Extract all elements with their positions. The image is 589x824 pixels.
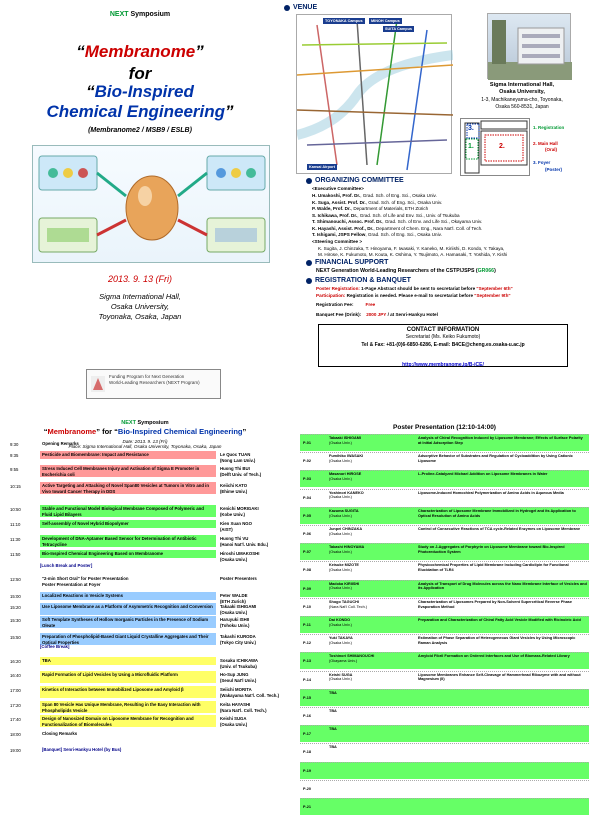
venue-address — [455, 97, 589, 111]
program-time: 16:20 — [10, 659, 21, 664]
poster-author-name: Kazuma SUGITA — [329, 508, 359, 513]
poster-id: P-07 — [303, 550, 312, 555]
program-time: 17:20 — [10, 703, 21, 708]
poster-author-affiliation: (Osaka Univ.) — [329, 458, 352, 463]
poster-author-name: Masanori HIROSE — [329, 472, 362, 477]
program-talk-title: Pesticide and Biomembrane: Impact and Resistance — [40, 451, 216, 459]
poster-author-name: TBA — [329, 727, 337, 732]
poster-title: Control of Consecutive Reactions of TCA cycle-Related Enzymes on Liposome Membrane — [418, 527, 581, 531]
poster-author — [327, 636, 414, 651]
program-speaker: Peter WALDE (ETH Zurich) — [220, 593, 248, 604]
poster-author — [327, 545, 414, 560]
poster-author — [327, 709, 414, 724]
poster-author — [327, 764, 414, 779]
program-talk-title: Span 80 Vesicle Has Unique Membrane, Resulting in the Easy Interaction with Phospholipids Vesicle — [40, 701, 216, 713]
program-speaker: Keiichi KATO (Ehime Univ.) — [220, 483, 248, 494]
title-word-bio: Bio-Inspired — [94, 82, 194, 101]
program-title: “Membranome” for “Bio-Inspired Chemical Engineering” — [43, 427, 247, 436]
program-talk-title: Closing Remarks — [42, 731, 78, 736]
program-speaker: Hiroshi UMAKOSHI (Osaka Univ.) — [220, 551, 260, 562]
poster-author — [327, 472, 414, 487]
poster-author-name: Dai KONDO — [329, 618, 351, 622]
poster-title — [416, 691, 587, 706]
poster-author-affiliation: (Okayama Univ.) — [329, 659, 358, 664]
exec-member-1: H. Umakoshi, Prof. Dr., Grad. Sch. of Eng. Sci., Osaka Univ. — [312, 193, 437, 198]
registration-heading-text: REGISTRATION & BANQUET — [315, 277, 411, 284]
exec-member-3: P. Walde, Prof. Dr., Department of Materials, ETH Zürich — [312, 206, 429, 211]
room-foyer-sub: (Poster) — [545, 167, 563, 172]
program-talk-title: Stress Induced Cell Membranes Injury and Activation of Sigma E Promoter in Escherichia coli — [40, 465, 216, 477]
program-talk-title: "2-min Short Oral" for Poster Presentation Poster Presentation at Foyer — [42, 576, 129, 587]
program-time: 11:10 — [10, 522, 21, 527]
poster-row — [300, 598, 589, 615]
program-time: 10:15 — [10, 484, 21, 489]
program-speaker: Kenichi MORIGAKI (Kobe Univ.) — [220, 506, 259, 517]
program-speaker: Haruyuki ISHII (Tohoku Univ.) — [220, 617, 250, 628]
poster-author-affiliation: (Osaka Univ.) — [329, 549, 352, 554]
symposium-word: Symposium — [130, 11, 171, 18]
program-speaker: Le Quoc TUAN (Nong Lam Univ.) — [220, 452, 256, 463]
program-speaker: Kien Xuan NGO (AIST) — [220, 521, 252, 532]
program-time: 18:00 — [10, 732, 21, 737]
venue-address-2: Osaka 560-8531, Japan — [495, 104, 549, 110]
poster-id: P-19 — [303, 768, 312, 773]
symposium-label — [0, 11, 280, 18]
program-talk-title: Preparation of Phospholipid-Based Giant Liquid Crystalline Aggregates and Their Optical Properties — [40, 633, 216, 645]
poster-author — [327, 582, 414, 597]
financial-text: NEXT Generation World-Leading Researchers of the CSTP/JSPS (GR066) — [316, 268, 496, 274]
poster-author-name: TBA — [329, 745, 337, 750]
program-talk-title: Bio-Inspired Chemical Engineering Based on Membranome — [40, 550, 216, 558]
bullet-icon — [306, 260, 312, 266]
exec-label: <Executive Committee> — [312, 186, 364, 191]
poster-row — [300, 707, 589, 724]
program-time: 12:50 — [10, 577, 21, 582]
venue-line-3: Toyonaka, Osaka, Japan — [98, 312, 182, 321]
program-time: 9:35 — [10, 453, 19, 458]
poster-row — [300, 470, 589, 487]
room-main-hall-sub: (Oral) — [545, 147, 558, 152]
map-label-airport: Kansai Airport — [309, 165, 336, 169]
program-place: Place: Sigma International Hall, Osaka University, Toyonaka, Osaka, Japan — [68, 444, 222, 449]
poster-author-name: Keisuke MIZOTE — [329, 563, 359, 568]
venue-heading — [284, 4, 317, 11]
program-time: 19:00 — [10, 748, 21, 753]
program-talk-title: Localized Reactions in Vesicle Systems — [40, 592, 216, 600]
poster-author-name: TBA — [329, 690, 337, 695]
venue-name-1: Sigma International Hall, — [489, 82, 555, 88]
poster-author-name: Yuki TAKAYA — [329, 636, 353, 641]
route-map-graphic — [297, 15, 453, 175]
poster-title — [416, 709, 587, 724]
map-label-suita: SUITA Campus — [385, 27, 413, 31]
contact-secretariat: Secretariat (Ms. Keiko Fukumoto) — [405, 334, 481, 341]
funding-line-2: World-Leading Researchers (NEXT Program) — [109, 380, 200, 385]
program-speaker: Ho-Sup JUNG (Seoul Nat'l Univ.) — [220, 672, 257, 683]
program-speaker: Huong Thi VU (Hanoi Nat'l. Univ. Edu.) — [220, 536, 269, 547]
poster-title — [416, 764, 587, 779]
program-talk-title: Use Liposome Membrane as a Platform of Asymmetric Recognition and Conversion — [40, 603, 216, 615]
financial-heading — [306, 259, 388, 266]
funding-box — [86, 369, 221, 399]
poster-author-name: Shogo TAGUCHI — [329, 599, 359, 604]
venue-line-2: Osaka University, — [110, 302, 170, 311]
program-talk-title: Soft Template Syntheses of Hollow Inorganic Particles in the Presence of Sodium Oleate — [40, 616, 216, 628]
venue-name-2: Osaka University, — [499, 89, 545, 95]
poster-id: P-17 — [303, 732, 312, 737]
poster-id: P-01 — [303, 441, 312, 445]
poster-row — [300, 452, 589, 469]
poster-title — [416, 745, 587, 760]
poster-author — [327, 509, 414, 524]
poster-author — [327, 727, 414, 742]
poster-row — [300, 634, 589, 651]
program-time: 9:30 — [10, 442, 19, 447]
poster-row — [300, 525, 589, 542]
room-registration: 1. Registration — [533, 125, 565, 130]
poster-id: P-09 — [303, 586, 312, 591]
plan-num-1: 1. — [468, 143, 474, 150]
room-main-hall: 2. Main Hall — [533, 141, 558, 146]
poster-author-name: Takashi HINOYAMA — [329, 545, 365, 550]
poster-title: Physicochemical Properties of Lipid Membrane Including Cardiolipin for Functional Elucidation of TLR4 — [418, 563, 569, 573]
poster-id: P-15 — [303, 695, 312, 700]
poster-id: P-14 — [303, 677, 312, 682]
contact-box — [318, 324, 568, 367]
title-word-chem: Chemical Engineering — [46, 102, 226, 121]
steer-line-2: M. Hirose, K. Fukumoto, M. Kouta, K. Oshima, Y. Tsujimoto, A. Hamasaki, T. Yoshida, Y. Kishi — [318, 252, 508, 257]
poster-author — [327, 600, 414, 615]
poster-id: P-21 — [303, 805, 312, 809]
map-label-minoh: MINOH Campus — [371, 19, 400, 23]
poster-title: L-Proline-Catalyzed Michael Addition on Liposome Membranes in Water — [418, 472, 548, 477]
committee-heading — [306, 177, 404, 184]
poster-title: Liposome Membranes Enhance Self-Cleavage of Hammerhead Ribozyme with and without Magnesium (II) — [418, 672, 581, 682]
poster-author — [327, 745, 414, 760]
program-talk-title: Rapid Formation of Lipid Vesicles by Using a Microfluidic Platform — [40, 671, 216, 683]
membranome-illustration — [32, 145, 270, 263]
poster-id: P-11 — [303, 623, 311, 627]
program-time: 11:50 — [10, 552, 21, 557]
venue-photo — [487, 13, 571, 79]
poster-author — [327, 673, 414, 688]
program-speaker: Takaaki ISHIGAMI (Osaka Univ.) — [220, 604, 257, 615]
venue-heading-text: VENUE — [293, 4, 318, 11]
poster-author — [327, 800, 414, 815]
participation-note: Participation: Registration is needed. Please e-mail to secretariat before "September 9th" — [316, 292, 511, 298]
program-break: [Coffee Break] — [40, 644, 70, 649]
building-graphic — [488, 14, 572, 80]
poster-row — [300, 616, 589, 633]
program-talk-title: Design of Nanosized Domain on Liposome Membrane for Recognition and Functionalization of Biomolecules — [40, 715, 216, 727]
poster-title: Amyloid Fibril Formation on Ordered Interfaces and Use of Biomass-Related Library — [418, 654, 570, 659]
title-for: for — [128, 64, 152, 83]
program-talk-title: Active Targeting and Attacking of Novel Span80 Vesicles at Tumors in Vitro and in Vivo toward Cancer Therapy in DDS — [40, 482, 216, 494]
poster-id: P-18 — [303, 750, 312, 755]
title-word-membranome: Membranome — [84, 42, 196, 61]
program-talk-title: Kinetics of Interaction between Immobilized Liposome and Amyloid β — [40, 686, 216, 698]
poster-title: Preparation and Characterization of Chiral Fatty Acid Vesicle Modified with Ricinoleic Acid — [418, 618, 581, 622]
financial-code: GR066 — [477, 268, 495, 274]
poster-row — [300, 725, 589, 742]
poster-id: P-16 — [303, 714, 312, 718]
poster-row — [300, 507, 589, 524]
poster-row — [300, 798, 589, 815]
floor-plan — [460, 118, 530, 176]
program-time: 16:40 — [10, 673, 21, 678]
program-date: Date: 2013. 9. 13 (Fri) — [122, 439, 168, 444]
next-program-logo — [91, 376, 105, 392]
funding-line-1: Funding Program for Next Generation — [109, 374, 185, 379]
exec-member-6: K. Hayashi, Assist. Prof., Dr., Department of Chem. Eng., Nara Nat'l. Coll. of Tech. — [312, 225, 483, 231]
steer-line-1: K. Sugita, J. Chinzaka, T. Hinoyama, F. Iwasaki, Y. Kaneko, M. Kiriishi, D. Kondo, Y. Takaya, — [318, 245, 505, 251]
exec-member-5: T. Shimanouchi, Assoc. Prof. Dr., Grad. Sch. of Env. and Life Sci., Okayama Univ. — [312, 219, 483, 224]
committee-heading-text: ORGANIZING COMMITTEE — [315, 177, 404, 184]
program-talk-title: TBA — [40, 657, 216, 665]
poster-row — [300, 489, 589, 506]
program-symposium: NEXT Symposium — [121, 420, 169, 426]
poster-title: Analysis of Chiral Recognition Induced by Liposome Membrane; Effects of Surface Polarity at Initial Adsorption Step — [418, 436, 583, 445]
poster-row — [300, 762, 589, 779]
program-talk-title: Development of DNA-Aptamer Based Sensor for Determination of Antibiotic Tetracycline — [40, 535, 216, 547]
title-membranome: “Membranome” — [76, 42, 204, 61]
poster-title: Analysis of Transport of Drug Molecules across the Nano Membrane Interface of Vesicles and its Application — [418, 581, 587, 591]
program-time: 15:00 — [10, 594, 21, 599]
poster-author-name: TBA — [329, 709, 337, 713]
program-talk-title: Opening Remarks — [42, 441, 79, 446]
venue-name — [455, 82, 589, 96]
poster-author-name: Fumihiko IWASAKI — [329, 454, 364, 459]
poster-author-affiliation: (Osaka Univ.) — [329, 586, 352, 591]
poster-title: Study on J-Aggregates of Porphyrin on Liposome Membrane toward Bio-Inspired Photoreduction System — [418, 545, 565, 554]
poster-author-affiliation: (Osaka Univ.) — [329, 531, 352, 536]
poster-title: Characterization of Liposome Membrane Immobilized in Hydrogel and its Application to Optical Resolution of Amino Acids — [418, 508, 576, 518]
program-time: 10:50 — [10, 507, 21, 512]
program-time: 15:30 — [10, 618, 21, 623]
program-time: 15:50 — [10, 635, 21, 640]
website-link[interactable]: http://www.membranome.jp/B-iCE/ — [402, 362, 484, 368]
poster-author-affiliation: (Osaka Univ.) — [329, 440, 352, 445]
poster-id: P-08 — [303, 568, 312, 573]
poster-author — [327, 436, 414, 451]
poster-id: P-12 — [303, 641, 312, 646]
poster-id: P-05 — [303, 513, 312, 518]
poster-author-name: Toshinori SHIMANOUCHI — [329, 654, 375, 659]
poster-author — [327, 618, 414, 633]
program-time: 17:00 — [10, 688, 21, 693]
program-time: 17:40 — [10, 717, 21, 722]
event-date: 2013. 9. 13 (Fri) — [107, 274, 173, 284]
poster-author-affiliation: (Osaka Univ.) — [329, 677, 352, 682]
program-talk-title: [Banquet] Senri-Hankyu Hotel (by Bus) — [42, 747, 122, 752]
poster-id: P-10 — [303, 604, 312, 609]
title-bio: “Bio-Inspired Chemical Engineering” — [46, 82, 234, 121]
contact-heading: CONTACT INFORMATION — [406, 327, 480, 333]
poster-heading: Poster Presentation (12:10-14:00) — [393, 424, 496, 431]
poster-row — [300, 434, 589, 451]
poster-row — [300, 689, 589, 706]
contact-phone: Tel & Fax: +81-(0)6-6850-6286, E-mail: B4CE@cheng.es.osaka-u.ac.jp — [361, 341, 525, 348]
subtitle: (Membranome2 / MSB9 / ESLB) — [88, 127, 192, 134]
program-speaker: Huong Thi BUI (Delft Univ. of Tech.) — [220, 466, 262, 477]
poster-author — [327, 454, 414, 469]
poster-row — [300, 561, 589, 578]
poster-row — [300, 743, 589, 760]
venue-address-1: 1-3, Machikaneyama-cho, Toyonaka, — [481, 97, 563, 103]
program-talk-title: Self-assembly of Novel Hybrid Biopolymer — [40, 520, 216, 528]
illustration-graphic — [33, 146, 271, 264]
program-speaker: Keita HAYASHI (Nara Nat'l. Coll. Tech.) — [220, 702, 267, 713]
poster-author-affiliation: (Osaka Univ.) — [329, 568, 352, 573]
program-speaker: Poster Presenters — [220, 576, 257, 581]
poster-row — [300, 543, 589, 560]
poster-author — [327, 491, 414, 506]
poster-author-name: Madoka KIRIISHI — [329, 581, 360, 586]
room-foyer: 3. Foyer — [533, 160, 551, 165]
poster-author-affiliation: (Osaka Univ.) — [329, 477, 352, 482]
poster-id: P-13 — [303, 659, 312, 664]
program-break: [Lunch Break and Poster] — [40, 563, 93, 568]
poster-id: P-03 — [303, 477, 312, 482]
poster-id: P-20 — [303, 786, 312, 791]
financial-heading-text: FINANCIAL SUPPORT — [315, 259, 389, 266]
steer-label: <Steering Committee > — [312, 239, 363, 244]
next-label: NEXT — [109, 11, 129, 18]
registration-heading — [306, 277, 411, 284]
exec-member-4: S. Ichikawa, Prof. Dr., Grad. Sch. of Life and Env. Sci., Univ. of Tsukuba — [312, 212, 460, 218]
poster-author-affiliation: (Osaka Univ.) — [329, 513, 352, 518]
program-speaker: Keishi SUGA (Osaka Univ.) — [220, 716, 248, 727]
poster-author — [327, 782, 414, 797]
poster-id: P-02 — [303, 459, 312, 464]
poster-author-name: Junpei CHINZAKA — [329, 527, 363, 531]
poster-registration-note: Poster Registration: 1-Page Abstract should be sent to secretariat before "September 6th" — [316, 286, 513, 291]
bullet-icon — [306, 278, 312, 284]
poster-title — [416, 782, 587, 797]
plan-num-2: 2. — [499, 143, 505, 150]
poster-title — [416, 800, 587, 815]
program-speaker: Takashi KURODA (Tokyo City Univ.) — [220, 634, 256, 645]
program-speaker: Sosaku ICHIKAWA (Univ. of Tsukuba) — [220, 658, 258, 669]
program-speaker: Seiichi MORITA (Wakayama Nat'l. Coll. Tech.) — [220, 687, 280, 698]
program-time: 15:20 — [10, 605, 21, 610]
bullet-icon — [284, 5, 290, 11]
program-time: 9:55 — [10, 467, 19, 472]
bullet-icon — [306, 178, 312, 184]
exec-member-7: T. Ishigami, JSPS Fellow, Grad. Sch. of Eng. Sci., Osaka Univ. — [312, 232, 442, 237]
poster-author-affiliation: (Osaka Univ.) — [329, 495, 352, 500]
poster-row — [300, 780, 589, 797]
banquet-fee: Banquet Fee (Drink): 2000 JPY / at Senri-Hankyu Hotel — [316, 312, 438, 317]
poster-author — [327, 527, 414, 542]
poster-author — [327, 654, 414, 669]
registration-fee: Registration Fee: Free — [316, 302, 376, 307]
poster-title — [416, 727, 587, 742]
poster-author-affiliation: (Nara Nat'l Coll. Tech.) — [329, 604, 368, 609]
program-time: 11:30 — [10, 537, 21, 542]
poster-author — [327, 563, 414, 578]
poster-row — [300, 580, 589, 597]
map-label-toyonaka: TOYONAKA Campus — [325, 19, 363, 23]
poster-title: Adsorptive Behavior of Substrates and Regulation of Cycloaddition by Using Cationic Liposome — [418, 454, 573, 463]
poster-row — [300, 671, 589, 688]
poster-id: P-06 — [303, 532, 312, 536]
poster-id: P-04 — [303, 495, 312, 500]
poster-title: Liposome-Induced Homochiral Polymerization of Amino Acids in Aqueous Media — [418, 490, 564, 495]
poster-title: Estimation of Phase Separation of Heterogeneous Giant Vesicles by Using Microscopic Raman Analysis — [418, 636, 576, 645]
poster-author-affiliation: (Osaka Univ.) — [329, 640, 352, 645]
program-talk-title: Stable and Functional Model Biological Membrane Composed of Polymeric and Fluid Lipid Bilayers — [40, 505, 216, 517]
plan-num-3: 3. — [468, 125, 474, 132]
venue-line-1: Sigma International Hall, — [99, 292, 181, 301]
access-map — [296, 14, 452, 174]
poster-author-name: Yoshinori KANEKO — [329, 490, 364, 495]
poster-author-affiliation: (Osaka Univ.) — [329, 622, 352, 627]
poster-row — [300, 652, 589, 669]
poster-author-name: Keishi SUGA — [329, 672, 353, 677]
poster-author — [327, 691, 414, 706]
poster-title: Characterization of Liposomes Prepared by Non-Solvent Supercritical Reverse Phase Evaporation Method — [418, 599, 573, 609]
exec-member-2: K. Suga, Assist. Prof. Dr., Grad. Sch. of Eng. Sci., Osaka Univ. — [312, 199, 443, 205]
poster-author-name: Takaaki ISHIGAMI — [329, 436, 362, 440]
